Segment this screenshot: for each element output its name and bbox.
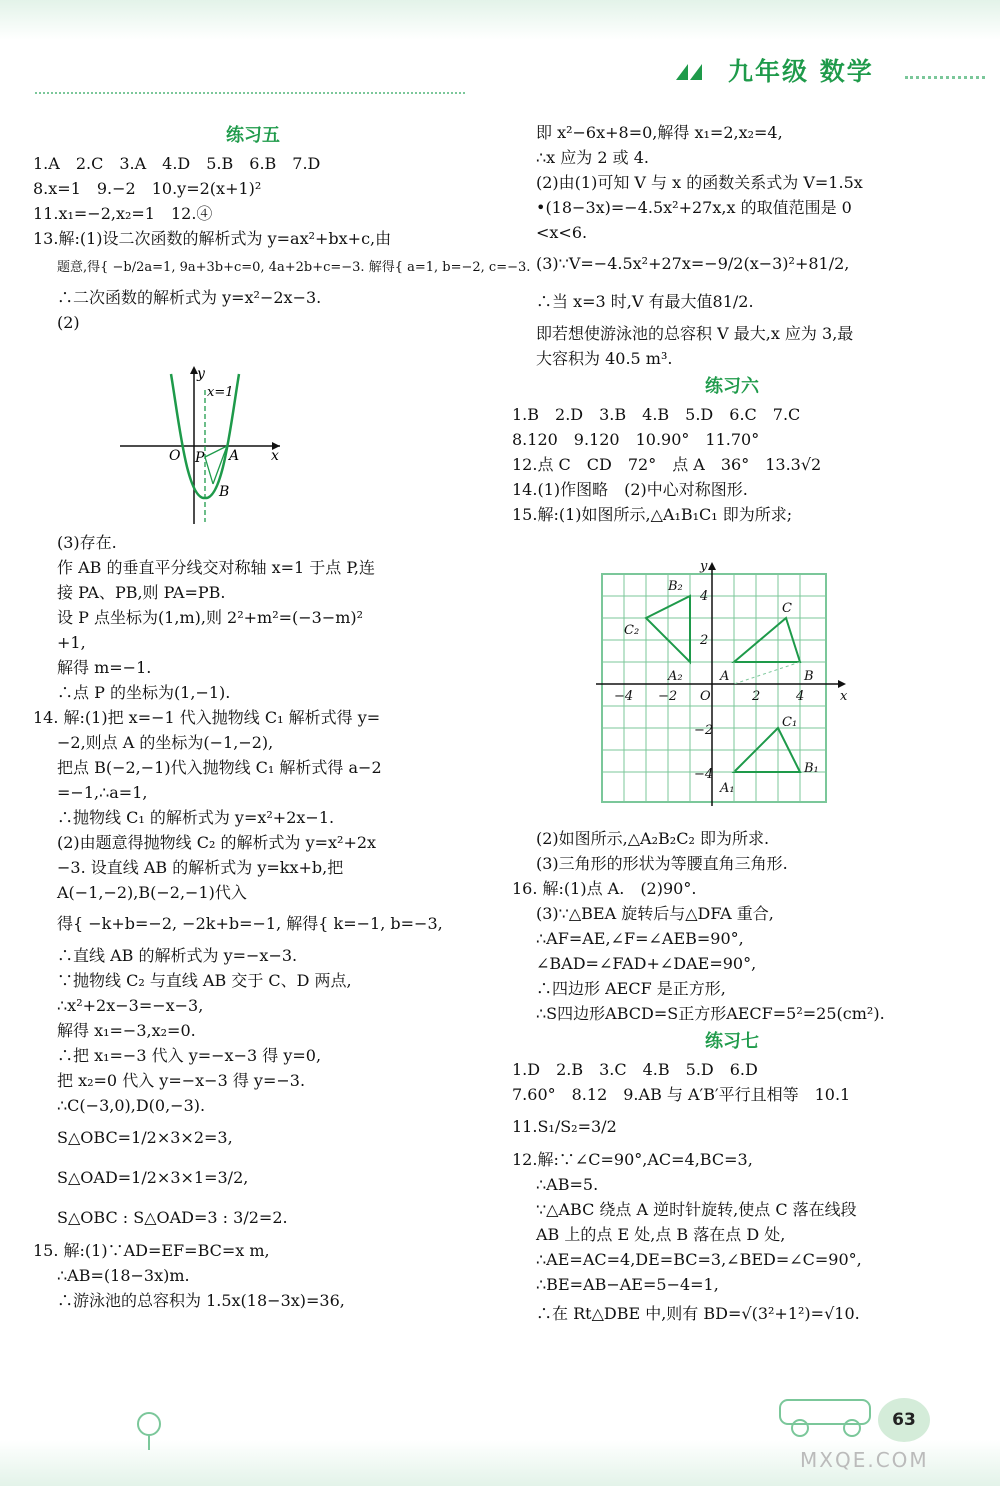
grid-point-C2: C₂ <box>624 623 640 638</box>
answer-line: =−1,∴a=1, <box>57 783 148 802</box>
answer-line: (2)如图所示,△A₂B₂C₂ 即为所求. <box>536 829 770 848</box>
answer-line: <x<6. <box>536 223 588 242</box>
grid-tick-y: 2 <box>700 633 709 648</box>
answer-line: 1.A 2.C 3.A 4.D 5.B 6.B 7.D <box>33 154 321 173</box>
header-divider-right <box>905 76 985 79</box>
graph-label-b: B <box>219 484 230 500</box>
grid-tick-x: 2 <box>752 689 761 704</box>
coordinate-grid-figure <box>596 560 856 810</box>
answer-line: 大容积为 40.5 m³. <box>536 349 673 368</box>
header-divider <box>35 92 465 94</box>
answer-line: (2)由题意得抛物线 C₂ 的解析式为 y=x²+2x <box>57 833 377 852</box>
grid-tick-y: −4 <box>694 767 714 782</box>
graph-label-a: A <box>229 448 240 464</box>
answer-line: +1, <box>57 633 86 652</box>
grid-axis-y: y <box>700 560 708 574</box>
parabola-graph <box>115 362 290 527</box>
answer-line: ∵△ABC 绕点 A 逆时针旋转,使点 C 落在线段 <box>536 1200 857 1219</box>
header-arrow-icon <box>676 60 716 82</box>
answer-line: •(18−3x)=−4.5x²+27x,x 的取值范围是 0 <box>536 198 852 217</box>
answer-line: S△OBC : S△OAD=3 : 3/2=2. <box>57 1208 288 1227</box>
answer-line: 解得 x₁=−3,x₂=0. <box>57 1021 196 1040</box>
answer-line: 7.60° 8.12 9.AB 与 A′B′平行且相等 10.1 <box>512 1085 851 1104</box>
answer-line: ∴S四边形ABCD=S正方形AECF=5²=25(cm²). <box>536 1004 885 1023</box>
answer-line: ∴把 x₁=−3 代入 y=−x−3 得 y=0, <box>57 1046 322 1065</box>
answer-line: S△OAD=1/2×3×1=3/2, <box>57 1168 249 1187</box>
answer-line: 14. 解:(1)把 x=−1 代入抛物线 C₁ 解析式得 y= <box>33 708 381 727</box>
grid-point-C: C <box>782 601 792 616</box>
answer-line: ∴游泳池的总容积为 1.5x(18−3x)=36, <box>57 1291 345 1310</box>
section-title-5: 练习五 <box>226 125 280 146</box>
grid-tick-x: −2 <box>658 689 678 704</box>
answer-line: 接 PA、PB,则 PA=PB. <box>57 583 226 602</box>
right-column-cont <box>512 826 952 1331</box>
section-title-6: 练习六 <box>705 376 759 397</box>
answer-line: 1.B 2.D 3.B 4.B 5.D 6.C 7.C <box>512 405 801 424</box>
tree-decoration-icon <box>134 1410 164 1450</box>
answer-line: 13.解:(1)设二次函数的解析式为 y=ax²+bx+c,由 <box>33 229 392 248</box>
graph-label-o: O <box>169 448 181 464</box>
answer-line: 12.解:∵∠C=90°,AC=4,BC=3, <box>512 1150 753 1169</box>
graph-label-y: y <box>197 366 205 382</box>
answer-line: 即若想使游泳池的总容积 V 最大,x 应为 3,最 <box>536 324 854 343</box>
answer-line: 12.点 C CD 72° 点 A 36° 13.3√2 <box>512 455 822 474</box>
answer-line: 15. 解:(1)∵AD=EF=BC=x m, <box>33 1241 270 1260</box>
right-column <box>512 120 952 527</box>
grid-tick-y: −2 <box>694 723 714 738</box>
answer-line: (3)存在. <box>57 533 117 552</box>
answer-line: 11.S₁/S₂=3/2 <box>512 1117 617 1136</box>
answer-line: (2)由(1)可知 V 与 x 的函数关系式为 V=1.5x <box>536 173 863 192</box>
grid-origin: O <box>700 689 711 704</box>
answer-line: ∴AE=AC=4,DE=BC=3,∠BED=∠C=90°, <box>536 1250 862 1269</box>
answer-line: 得{ −k+b=−2, −2k+b=−1, 解得{ k=−1, b=−3, <box>57 914 443 933</box>
car-decoration-icon <box>760 1380 880 1440</box>
answer-line: 把 x₂=0 代入 y=−x−3 得 y=−3. <box>57 1071 306 1090</box>
answer-line: ∴AB=5. <box>536 1175 599 1194</box>
answer-line: 设 P 点坐标为(1,m),则 2²+m²=(−3−m)² <box>57 608 364 627</box>
answer-line: 8.120 9.120 10.90° 11.70° <box>512 430 760 449</box>
answer-line: (3)∵△BEA 旋转后与△DFA 重合, <box>536 904 774 923</box>
answer-line: ∴AF=AE,∠F=∠AEB=90°, <box>536 929 744 948</box>
answer-line: 即 x²−6x+8=0,解得 x₁=2,x₂=4, <box>536 123 783 142</box>
answer-line: 题意,得{ −b/2a=1, 9a+3b+c=0, 4a+2b+c=−3. 解得{ a=1, b=−2, c=−3. <box>57 260 531 275</box>
answer-line: −3. 设直线 AB 的解析式为 y=kx+b,把 <box>57 858 344 877</box>
graph-label-p: P <box>195 450 205 466</box>
watermark: MXQE.COM <box>800 1448 929 1472</box>
grid-tick-x: −4 <box>614 689 634 704</box>
answer-line: ∴点 P 的坐标为(1,−1). <box>57 683 231 702</box>
left-column <box>33 120 531 335</box>
answer-line: 解得 m=−1. <box>57 658 152 677</box>
grid-point-B: B <box>804 669 814 684</box>
answer-line: 1.D 2.B 3.C 4.B 5.D 6.D <box>512 1060 758 1079</box>
answer-line: AB 上的点 E 处,点 B 落在点 D 处, <box>536 1225 786 1244</box>
answer-line: ∵抛物线 C₂ 与直线 AB 交于 C、D 两点, <box>57 971 352 990</box>
answer-line: ∴AB=(18−3x)m. <box>57 1266 190 1285</box>
answer-line: ∴x²+2x−3=−x−3, <box>57 996 204 1015</box>
grid-point-A: A <box>720 669 730 684</box>
answer-line: (2) <box>57 313 80 332</box>
answer-line: 作 AB 的垂直平分线交对称轴 x=1 于点 P,连 <box>57 558 375 577</box>
grid-point-B2: B₂ <box>668 579 683 594</box>
answer-line: 14.(1)作图略 (2)中心对称图形. <box>512 480 748 499</box>
grid-point-B1: B₁ <box>804 761 819 776</box>
grid-point-C1: C₁ <box>782 715 798 730</box>
answer-line: 16. 解:(1)点 A. (2)90°. <box>512 879 697 898</box>
graph-label-x: x <box>271 448 279 464</box>
graph-label-sym: x=1 <box>207 385 234 400</box>
header-title: 九年级 数学 <box>728 57 874 86</box>
answer-line: 11.x₁=−2,x₂=1 12.④ <box>33 204 213 223</box>
answer-line: 15.解:(1)如图所示,△A₁B₁C₁ 即为所求; <box>512 505 793 524</box>
answer-line: ∴二次函数的解析式为 y=x²−2x−3. <box>57 288 322 307</box>
grid-tick-y: 4 <box>700 589 709 604</box>
page-number: 63 <box>878 1398 930 1442</box>
answer-line: (3)三角形的形状为等腰直角三角形. <box>536 854 788 873</box>
answer-line: S△OBC=1/2×3×2=3, <box>57 1128 233 1147</box>
grid-axis-x: x <box>840 689 848 704</box>
answer-line: (3)∵V=−4.5x²+27x=−9/2(x−3)²+81/2, <box>536 254 850 273</box>
grid-tick-x: 4 <box>796 689 805 704</box>
answer-line: ∴x 应为 2 或 4. <box>536 148 649 167</box>
answer-line: ∠BAD=∠FAD+∠DAE=90°, <box>536 954 757 973</box>
section-title-7: 练习七 <box>705 1031 759 1052</box>
answer-line: ∴在 Rt△DBE 中,则有 BD=√(3²+1²)=√10. <box>536 1304 860 1323</box>
answer-line: −2,则点 A 的坐标为(−1,−2), <box>57 733 274 752</box>
answer-line: 把点 B(−2,−1)代入抛物线 C₁ 解析式得 a−2 <box>57 758 382 777</box>
answer-line: ∴当 x=3 时,V 有最大值81/2. <box>536 292 754 311</box>
answer-line: ∴四边形 AECF 是正方形, <box>536 979 726 998</box>
grid-point-A2: A₂ <box>668 669 683 684</box>
left-column-cont <box>33 530 473 1313</box>
top-band <box>0 0 1000 40</box>
answer-line: ∴抛物线 C₁ 的解析式为 y=x²+2x−1. <box>57 808 335 827</box>
answer-line: ∴直线 AB 的解析式为 y=−x−3. <box>57 946 298 965</box>
answer-line: 8.x=1 9.−2 10.y=2(x+1)² <box>33 179 262 198</box>
answer-line: A(−1,−2),B(−2,−1)代入 <box>57 883 247 902</box>
grid-point-A1: A₁ <box>720 781 735 796</box>
answer-line: ∴C(−3,0),D(0,−3). <box>57 1096 206 1115</box>
answer-line: ∴BE=AB−AE=5−4=1, <box>536 1275 719 1294</box>
